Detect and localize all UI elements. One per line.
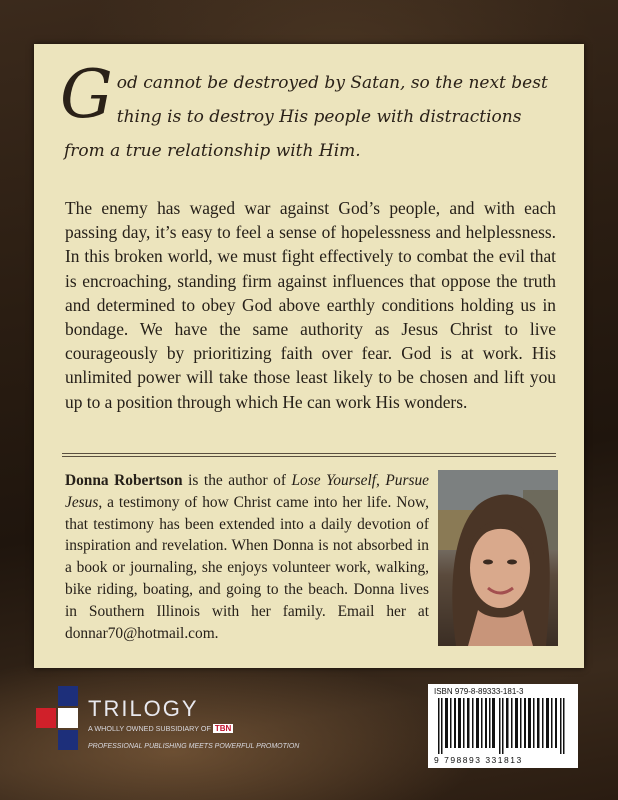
tbn-logo: TBN bbox=[214, 724, 232, 733]
divider-line bbox=[62, 453, 556, 457]
publisher-subsidiary bbox=[88, 724, 233, 733]
quote-text: od cannot be destroyed by Satan, so the next best thing is to destroy His people with distractions from a true relationship with Him. bbox=[64, 73, 548, 161]
logo-blue-square-top bbox=[58, 686, 78, 706]
author-portrait-image bbox=[438, 470, 558, 646]
logo-white-square bbox=[58, 708, 78, 728]
subsidiary-text: A WHOLLY OWNED SUBSIDIARY OF bbox=[88, 724, 211, 733]
author-name: Donna Robertson bbox=[65, 472, 183, 489]
author-photo bbox=[438, 470, 558, 646]
logo-red-square bbox=[36, 708, 56, 728]
pull-quote bbox=[60, 56, 564, 168]
author-bio bbox=[65, 470, 429, 644]
quote-dropcap: G bbox=[60, 56, 113, 133]
barcode-block bbox=[428, 684, 578, 768]
barcode-number: 9 798893 331813 bbox=[434, 755, 523, 765]
bio-text-a: is the author of bbox=[182, 472, 292, 489]
publisher-name: TRILOGY bbox=[88, 696, 199, 721]
publisher-tagline: PROFESSIONAL PUBLISHING MEETS POWERFUL PROMOTION bbox=[88, 743, 300, 750]
logo-blue-square-bottom bbox=[58, 730, 78, 750]
publisher-logo bbox=[36, 686, 300, 756]
book-title: Lose Yourself, Pursue Jesus bbox=[65, 472, 430, 511]
bio-text-b: , a testimony of how Christ came into her life. Now, that testimony has been extended into a daily devotion of inspiration and revelation. When Donna is not absorbed in a book or journaling, she enjoys volunteer work, walking, bike riding, boating, and going to the beach. Donna lives in Southern Illinois with her family. Email her at donnar70@hotmail.com. bbox=[65, 493, 429, 642]
barcode-icon bbox=[434, 698, 572, 754]
back-cover-panel bbox=[34, 44, 584, 668]
description-paragraph: The enemy has waged war against God’s people, and with each passing day, it’s easy to feel a sense of hopelessness and helplessness. In this broken world, we must fight effectively to combat the evil that is encroaching, standing firm against influences that oppose the truth and determined to obey God above earthly conditions holding us in bondage. We have the same authority as Jesus Christ to live courageously by prioritizing faith over fear. God is at work. His unlimited power will take those least likely to be chosen and lift you up to a position through which He can work His wonders. bbox=[65, 198, 556, 412]
isbn-text: ISBN 979-8-89333-181-3 bbox=[434, 687, 524, 696]
